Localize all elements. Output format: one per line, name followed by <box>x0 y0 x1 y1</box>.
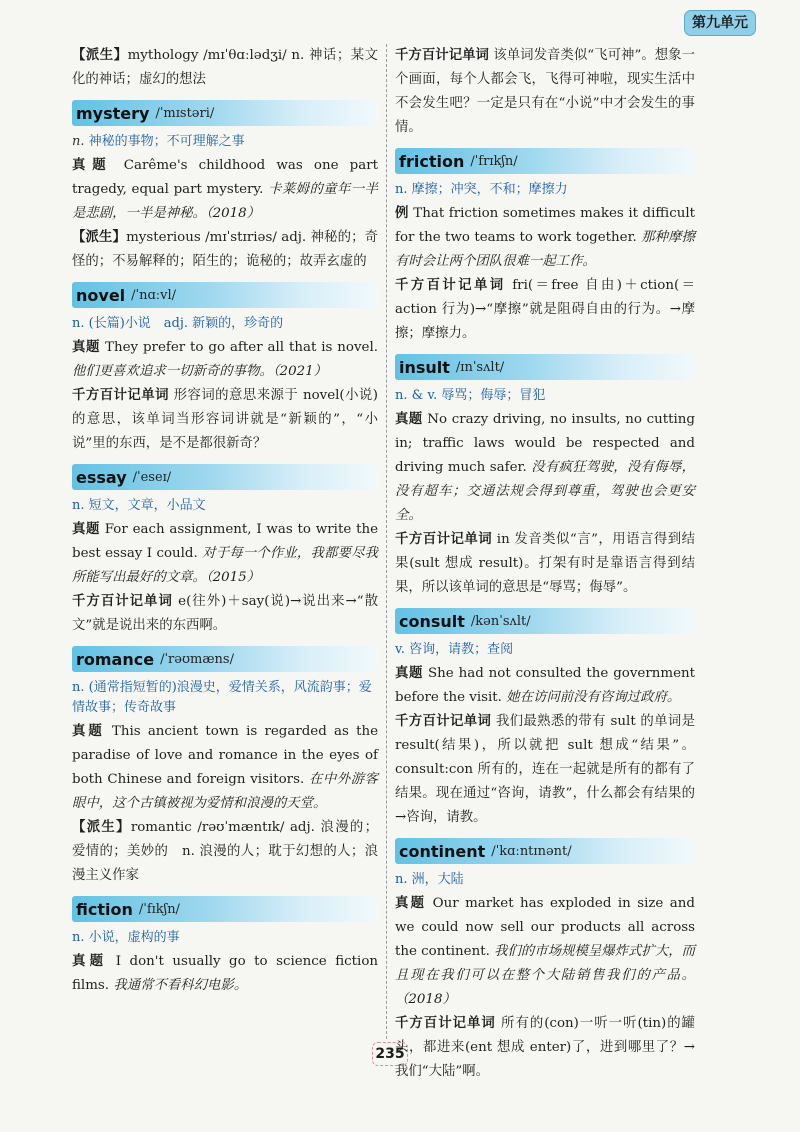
left-column <box>72 44 378 998</box>
definition: n. 神秘的事物；不可理解之事 <box>72 134 245 149</box>
phonetic: /ˈrəʊmæns/ <box>160 651 234 667</box>
column-divider <box>386 44 387 1039</box>
entry-head-insult <box>395 354 695 380</box>
definition: n. 小说，虚构的事 <box>72 930 180 945</box>
entry-head-essay <box>72 464 378 490</box>
memory-tip: 千方百计记单词 in 发音类似“言”，用语言得到结果(sult 想成 result)。打架有时是靠语言得到结果，所以该单词的意思是“辱骂；侮辱”。 <box>395 532 695 595</box>
entry-head-novel <box>72 282 378 308</box>
definition: n. 短文，文章，小品文 <box>72 498 206 513</box>
definition: v. 咨询，请教；查阅 <box>395 642 514 657</box>
example: 真题 Carême's childhood was one part tragedy, equal part mystery. 卡莱姆的童年一半是悲剧，一半是神秘。（2018） <box>72 158 378 221</box>
headword: essay <box>76 467 127 487</box>
memory-tip: 千方百计记单词 fri(＝free 自由)＋ction(＝action 行为)→“摩擦”就是阻碍自由的行为。→摩擦；摩擦力。 <box>395 278 696 341</box>
headword: consult <box>399 611 465 631</box>
definition: n. 摩擦；冲突，不和；摩擦力 <box>395 182 568 197</box>
mythology-derivative: 【派生】mythology /mɪˈθɑːlədʒi/ n. 神话；某文化的神话；虚幻的想法 <box>72 48 378 87</box>
phonetic: /ˈkɑːntɪnənt/ <box>491 843 572 859</box>
definition: n. & v. 辱骂；侮辱；冒犯 <box>395 388 546 403</box>
derivative: 【派生】romantic /rəʊˈmæntɪk/ adj. 浪漫的；爱情的；美妙的 n. 浪漫的人；耽于幻想的人；浪漫主义作家 <box>72 820 379 883</box>
headword: continent <box>399 841 486 861</box>
memory-tip: 千方百计记单词 我们最熟悉的带有 sult 的单词是 result(结果)，所以就把 sult 想成“结果”。consult:con 所有的，连在一起就是所有的都有了结果。现在通过“咨询，请教”，什么都会有结果的→咨询，请教。 <box>395 714 695 825</box>
headword: novel <box>76 285 126 305</box>
derivative: 【派生】mysterious /mɪˈstɪriəs/ adj. 神秘的；奇怪的；不易解释的；陌生的；诡秘的；故弄玄虚的 <box>72 230 378 269</box>
example: 真题 This ancient town is regarded as the paradise of love and romance in the eyes of both Chinese and foreign visitors. 在中外游客眼中，这个古镇被视为爱情和浪漫的天堂。 <box>72 724 379 811</box>
entry-head-consult <box>395 608 695 634</box>
phonetic: /ˈmɪstəri/ <box>155 105 215 121</box>
headword: romance <box>76 649 155 669</box>
page-number: 235 <box>372 1042 408 1066</box>
right-column <box>395 44 695 1084</box>
memory-tip: 千方百计记单词 e(往外)＋say(说)→说出来→“散文”就是说出来的东西啊。 <box>72 594 378 633</box>
entry-head-fiction <box>72 896 378 922</box>
definition: n. 洲，大陆 <box>395 872 464 887</box>
unit-tab: 第九单元 <box>684 10 756 36</box>
memory-tip: 千方百计记单词 所有的(con)一听一听(tin)的罐头，都进来(ent 想成 enter)了，进到哪里了？→我们“大陆”啊。 <box>395 1016 695 1079</box>
example: 真题 They prefer to go after all that is novel. 他们更喜欢追求一切新奇的事物。（2021） <box>72 340 379 379</box>
entry-head-mystery <box>72 100 378 126</box>
phonetic: /ɪnˈsʌlt/ <box>455 359 505 375</box>
memory-tip: 千方百计记单词 该单词发音类似“飞可神”。想象一个画面，每个人都会飞，飞得可神啦，现实生活中不会发生吧？一定是只有在“小说”中才会发生的事情。 <box>395 48 695 135</box>
entry-head-friction <box>395 148 695 174</box>
phonetic: /kənˈsʌlt/ <box>470 613 531 629</box>
phonetic: /ˈfɪkʃn/ <box>138 901 180 917</box>
example: 真题 Our market has exploded in size and we could now sell our products all across the continent. 我们的市场规模呈爆炸式扩大，而且现在我们可以在整个大陆销售我们的产品。（2018） <box>395 896 695 1007</box>
example: 例 That friction sometimes makes it difficult for the two teams to work together. 那种摩擦有时会让两个团队很难一起工作。 <box>395 206 695 269</box>
headword: mystery <box>76 103 150 123</box>
headword: insult <box>399 357 450 377</box>
headword: fiction <box>76 899 133 919</box>
entry-head-continent <box>395 838 695 864</box>
example: 真题 For each assignment, I was to write the best essay I could. 对于每一个作业，我都要尽我所能写出最好的文章。（2015） <box>72 522 379 585</box>
phonetic: /ˈfrɪkʃn/ <box>470 153 518 169</box>
phonetic: /ˈeseɪ/ <box>132 469 172 485</box>
memory-tip: 千方百计记单词 形容词的意思来源于 novel(小说)的意思，该单词当形容词讲就是“新颖的”，“小说”里的东西，是不是都很新奇？ <box>72 388 379 451</box>
definition: n. (长篇)小说 adj. 新颖的，珍奇的 <box>72 316 284 331</box>
example: 真题 I don't usually go to science fiction films. 我通常不看科幻电影。 <box>72 954 379 993</box>
entry-head-romance <box>72 646 378 672</box>
example: 真题 She had not consulted the government before the visit. 她在访问前没有咨询过政府。 <box>395 666 695 705</box>
definition: n. (通常指短暂的)浪漫史，爱情关系，风流韵事；爱情故事；传奇故事 <box>72 680 372 715</box>
example: 真题 No crazy driving, no insults, no cutting in; traffic laws would be respected and driving much safer. 没有疯狂驾驶，没有侮辱，没有超车；交通法规会得到尊重，驾驶也会更安全。 <box>395 412 696 523</box>
phonetic: /ˈnɑːvl/ <box>131 287 177 303</box>
headword: friction <box>399 151 465 171</box>
